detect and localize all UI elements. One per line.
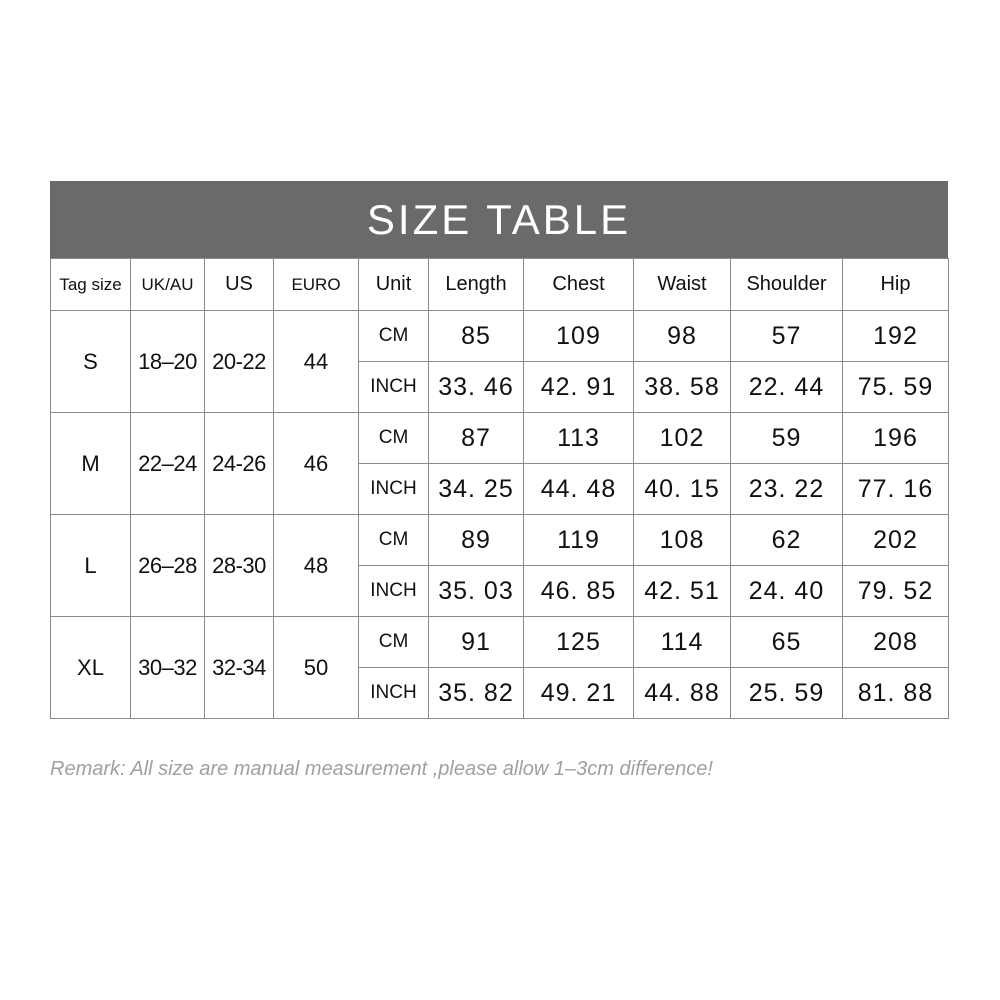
- length-value: 85: [429, 311, 524, 362]
- waist-value: 114: [634, 617, 731, 668]
- euro-cell: 44: [274, 311, 359, 413]
- uk-au-cell: 26–28: [131, 515, 205, 617]
- chest-value: 109: [524, 311, 634, 362]
- uk-au-cell: 30–32: [131, 617, 205, 719]
- table-row: [51, 311, 949, 362]
- waist-value: 98: [634, 311, 731, 362]
- unit-cell: CM: [359, 311, 429, 362]
- header-chest: Chest: [524, 259, 634, 311]
- us-cell: 20-22: [205, 311, 274, 413]
- length-value: 89: [429, 515, 524, 566]
- length-value: 34. 25: [429, 464, 524, 515]
- shoulder-value: 59: [731, 413, 843, 464]
- waist-value: 102: [634, 413, 731, 464]
- table-row: [51, 617, 949, 668]
- euro-cell: 50: [274, 617, 359, 719]
- uk-au-cell: 18–20: [131, 311, 205, 413]
- unit-cell: INCH: [359, 668, 429, 719]
- length-value: 87: [429, 413, 524, 464]
- header-length: Length: [429, 259, 524, 311]
- length-value: 35. 82: [429, 668, 524, 719]
- hip-value: 192: [843, 311, 949, 362]
- waist-value: 108: [634, 515, 731, 566]
- unit-cell: INCH: [359, 566, 429, 617]
- euro-cell: 48: [274, 515, 359, 617]
- chest-value: 119: [524, 515, 634, 566]
- table-body: [51, 311, 949, 719]
- header-tag-size: Tag size: [51, 259, 131, 311]
- header-unit: Unit: [359, 259, 429, 311]
- shoulder-value: 57: [731, 311, 843, 362]
- hip-value: 81. 88: [843, 668, 949, 719]
- hip-value: 202: [843, 515, 949, 566]
- chest-value: 125: [524, 617, 634, 668]
- shoulder-value: 24. 40: [731, 566, 843, 617]
- hip-value: 79. 52: [843, 566, 949, 617]
- table-row: [51, 515, 949, 566]
- hip-value: 75. 59: [843, 362, 949, 413]
- size-table: [50, 258, 949, 719]
- unit-cell: INCH: [359, 362, 429, 413]
- shoulder-value: 22. 44: [731, 362, 843, 413]
- chest-value: 44. 48: [524, 464, 634, 515]
- unit-cell: CM: [359, 617, 429, 668]
- euro-cell: 46: [274, 413, 359, 515]
- shoulder-value: 65: [731, 617, 843, 668]
- chest-value: 113: [524, 413, 634, 464]
- chest-value: 49. 21: [524, 668, 634, 719]
- shoulder-value: 62: [731, 515, 843, 566]
- header-euro: EURO: [274, 259, 359, 311]
- header-shoulder: Shoulder: [731, 259, 843, 311]
- unit-cell: CM: [359, 515, 429, 566]
- unit-cell: CM: [359, 413, 429, 464]
- shoulder-value: 23. 22: [731, 464, 843, 515]
- header-row: [51, 259, 949, 311]
- us-cell: 32-34: [205, 617, 274, 719]
- tag-size-cell: L: [51, 515, 131, 617]
- table-row: [51, 413, 949, 464]
- hip-value: 196: [843, 413, 949, 464]
- chest-value: 46. 85: [524, 566, 634, 617]
- hip-value: 208: [843, 617, 949, 668]
- us-cell: 28-30: [205, 515, 274, 617]
- chest-value: 42. 91: [524, 362, 634, 413]
- remark-note: Remark: All size are manual measurement ,please allow 1–3cm difference!: [50, 758, 713, 780]
- tag-size-cell: M: [51, 413, 131, 515]
- length-value: 33. 46: [429, 362, 524, 413]
- table-title: SIZE TABLE: [50, 181, 948, 258]
- header-uk-au: UK/AU: [131, 259, 205, 311]
- hip-value: 77. 16: [843, 464, 949, 515]
- header-waist: Waist: [634, 259, 731, 311]
- unit-cell: INCH: [359, 464, 429, 515]
- waist-value: 38. 58: [634, 362, 731, 413]
- length-value: 91: [429, 617, 524, 668]
- shoulder-value: 25. 59: [731, 668, 843, 719]
- us-cell: 24-26: [205, 413, 274, 515]
- header-us: US: [205, 259, 274, 311]
- length-value: 35. 03: [429, 566, 524, 617]
- waist-value: 44. 88: [634, 668, 731, 719]
- uk-au-cell: 22–24: [131, 413, 205, 515]
- tag-size-cell: S: [51, 311, 131, 413]
- size-table-frame: [50, 181, 948, 719]
- header-hip: Hip: [843, 259, 949, 311]
- waist-value: 40. 15: [634, 464, 731, 515]
- waist-value: 42. 51: [634, 566, 731, 617]
- tag-size-cell: XL: [51, 617, 131, 719]
